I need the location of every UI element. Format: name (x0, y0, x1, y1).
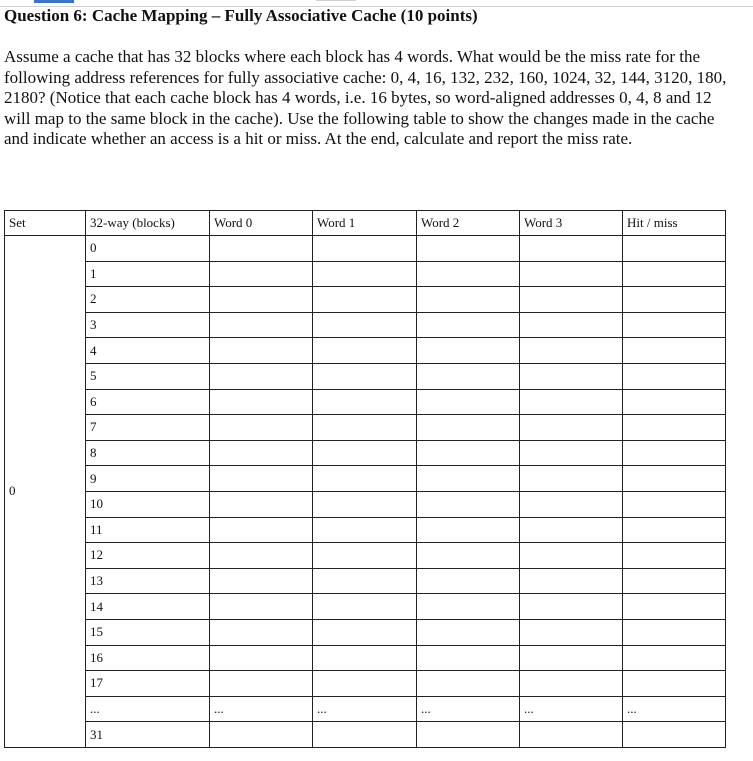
word-1-cell[interactable] (313, 594, 417, 620)
word-1-cell[interactable] (313, 440, 417, 466)
block-index-cell: 6 (86, 389, 210, 415)
word-2-cell[interactable] (417, 363, 520, 389)
word-1-cell[interactable]: ... (313, 696, 417, 722)
word-0-cell[interactable] (210, 415, 313, 441)
hit-miss-cell[interactable] (623, 415, 726, 441)
header-word-1: Word 1 (313, 211, 417, 236)
word-2-cell[interactable] (417, 491, 520, 517)
word-1-cell[interactable] (313, 517, 417, 543)
hit-miss-cell[interactable] (623, 338, 726, 364)
hit-miss-cell[interactable] (623, 645, 726, 671)
block-index-cell: 7 (86, 415, 210, 441)
table-row (5, 440, 726, 466)
word-1-cell[interactable] (313, 287, 417, 313)
word-1-cell[interactable] (313, 543, 417, 569)
word-1-cell[interactable] (313, 466, 417, 492)
block-index-cell: 8 (86, 440, 210, 466)
word-1-cell[interactable] (313, 338, 417, 364)
word-3-cell[interactable] (520, 338, 623, 364)
block-index-cell: 16 (86, 645, 210, 671)
word-0-cell[interactable]: ... (210, 696, 313, 722)
block-index-cell: ... (86, 696, 210, 722)
word-2-cell[interactable] (417, 312, 520, 338)
word-3-cell[interactable] (520, 491, 623, 517)
word-0-cell[interactable] (210, 287, 313, 313)
word-1-cell[interactable] (313, 619, 417, 645)
hit-miss-cell[interactable] (623, 491, 726, 517)
table-row (5, 261, 726, 287)
word-3-cell[interactable] (520, 543, 623, 569)
header-set: Set (5, 211, 86, 236)
word-1-cell[interactable] (313, 568, 417, 594)
table-row (5, 645, 726, 671)
word-0-cell[interactable] (210, 568, 313, 594)
word-3-cell[interactable] (520, 287, 623, 313)
header-ways: 32-way (blocks) (86, 211, 210, 236)
word-3-cell[interactable] (520, 619, 623, 645)
word-3-cell[interactable] (520, 645, 623, 671)
question-prompt: Assume a cache that has 32 blocks where each block has 4 words. What would be the miss rate for the following address references for fully associative cache: 0, 4, 16, 132, 232, 160, 1024, 32, 144, 3120, 180, 2180? (Notice that each cache block has 4 words, i.e. 16 bytes, so word-aligned addresses 0, 4, 8 and 12 will map to the same block in the cache). Use the following table to show the changes made in the cache and indicate whether an access is a hit or miss. At the end, calculate and report the miss rate. (4, 47, 727, 149)
word-2-cell[interactable] (417, 389, 520, 415)
word-0-cell[interactable] (210, 466, 313, 492)
word-0-cell[interactable] (210, 363, 313, 389)
table-row (5, 287, 726, 313)
table-row (5, 517, 726, 543)
hit-miss-cell[interactable]: ... (623, 696, 726, 722)
block-index-cell: 17 (86, 671, 210, 697)
word-0-cell[interactable] (210, 261, 313, 287)
word-0-cell[interactable] (210, 491, 313, 517)
hit-miss-cell[interactable] (623, 619, 726, 645)
question-title: Question 6: Cache Mapping – Fully Associative Cache (10 points) (4, 6, 478, 25)
word-3-cell[interactable] (520, 568, 623, 594)
table-row (5, 543, 726, 569)
header-word-0: Word 0 (210, 211, 313, 236)
block-index-cell: 1 (86, 261, 210, 287)
hit-miss-cell[interactable] (623, 236, 726, 262)
hit-miss-cell[interactable] (623, 287, 726, 313)
word-2-cell[interactable] (417, 415, 520, 441)
word-3-cell[interactable]: ... (520, 696, 623, 722)
table-body (5, 211, 726, 748)
word-0-cell[interactable] (210, 312, 313, 338)
table-row (5, 415, 726, 441)
hit-miss-cell[interactable] (623, 671, 726, 697)
word-1-cell[interactable] (313, 671, 417, 697)
word-2-cell[interactable] (417, 236, 520, 262)
hit-miss-cell[interactable] (623, 389, 726, 415)
table-row (5, 466, 726, 492)
word-3-cell[interactable] (520, 389, 623, 415)
word-2-cell[interactable] (417, 671, 520, 697)
hit-miss-cell[interactable] (623, 261, 726, 287)
block-index-cell: 3 (86, 312, 210, 338)
table-row (5, 696, 726, 722)
header-hit-miss: Hit / miss (623, 211, 726, 236)
word-3-cell[interactable] (520, 312, 623, 338)
table-row (5, 338, 726, 364)
table-row (5, 619, 726, 645)
table-row (5, 389, 726, 415)
table-row (5, 671, 726, 697)
block-index-cell: 2 (86, 287, 210, 313)
word-2-cell[interactable] (417, 440, 520, 466)
table-row (5, 594, 726, 620)
block-index-cell: 13 (86, 568, 210, 594)
table-row (5, 236, 726, 262)
word-3-cell[interactable] (520, 236, 623, 262)
hit-miss-cell[interactable] (623, 466, 726, 492)
top-tab-edge (316, 0, 356, 1)
hit-miss-cell[interactable] (623, 594, 726, 620)
table-row (5, 568, 726, 594)
hit-miss-cell[interactable] (623, 363, 726, 389)
block-index-cell: 9 (86, 466, 210, 492)
table-row (5, 312, 726, 338)
word-0-cell[interactable] (210, 594, 313, 620)
word-3-cell[interactable] (520, 466, 623, 492)
word-2-cell[interactable] (417, 261, 520, 287)
hit-miss-cell[interactable] (623, 722, 726, 748)
block-index-cell: 4 (86, 338, 210, 364)
word-0-cell[interactable] (210, 236, 313, 262)
word-0-cell[interactable] (210, 619, 313, 645)
table-row (5, 722, 726, 748)
word-0-cell[interactable] (210, 671, 313, 697)
word-1-cell[interactable] (313, 312, 417, 338)
hit-miss-cell[interactable] (623, 312, 726, 338)
table-row (5, 491, 726, 517)
word-0-cell[interactable] (210, 543, 313, 569)
hit-miss-cell[interactable] (623, 568, 726, 594)
block-index-cell: 0 (86, 236, 210, 262)
block-index-cell: 11 (86, 517, 210, 543)
cache-table (4, 210, 726, 748)
word-2-cell[interactable] (417, 722, 520, 748)
word-3-cell[interactable] (520, 594, 623, 620)
hit-miss-cell[interactable] (623, 543, 726, 569)
word-1-cell[interactable] (313, 645, 417, 671)
word-2-cell[interactable]: ... (417, 696, 520, 722)
word-2-cell[interactable] (417, 594, 520, 620)
word-3-cell[interactable] (520, 363, 623, 389)
word-1-cell[interactable] (313, 236, 417, 262)
block-index-cell: 10 (86, 491, 210, 517)
header-word-2: Word 2 (417, 211, 520, 236)
word-1-cell[interactable] (313, 363, 417, 389)
block-index-cell: 15 (86, 619, 210, 645)
word-1-cell[interactable] (313, 722, 417, 748)
set-cell: 0 (5, 236, 86, 748)
word-3-cell[interactable] (520, 722, 623, 748)
header-word-3: Word 3 (520, 211, 623, 236)
word-1-cell[interactable] (313, 261, 417, 287)
word-2-cell[interactable] (417, 645, 520, 671)
word-3-cell[interactable] (520, 517, 623, 543)
word-1-cell[interactable] (313, 415, 417, 441)
top-tab-indicator (34, 0, 74, 3)
word-3-cell[interactable] (520, 671, 623, 697)
word-2-cell[interactable] (417, 466, 520, 492)
word-2-cell[interactable] (417, 568, 520, 594)
hit-miss-cell[interactable] (623, 440, 726, 466)
table-row (5, 363, 726, 389)
word-0-cell[interactable] (210, 338, 313, 364)
word-0-cell[interactable] (210, 517, 313, 543)
word-1-cell[interactable] (313, 491, 417, 517)
word-2-cell[interactable] (417, 287, 520, 313)
word-0-cell[interactable] (210, 389, 313, 415)
word-2-cell[interactable] (417, 543, 520, 569)
block-index-cell: 5 (86, 363, 210, 389)
hit-miss-cell[interactable] (623, 517, 726, 543)
word-3-cell[interactable] (520, 415, 623, 441)
word-3-cell[interactable] (520, 440, 623, 466)
word-2-cell[interactable] (417, 338, 520, 364)
word-3-cell[interactable] (520, 261, 623, 287)
table-header-row (5, 211, 726, 236)
word-0-cell[interactable] (210, 722, 313, 748)
block-index-cell: 31 (86, 722, 210, 748)
word-0-cell[interactable] (210, 440, 313, 466)
word-0-cell[interactable] (210, 645, 313, 671)
block-index-cell: 14 (86, 594, 210, 620)
word-2-cell[interactable] (417, 517, 520, 543)
word-2-cell[interactable] (417, 619, 520, 645)
block-index-cell: 12 (86, 543, 210, 569)
word-1-cell[interactable] (313, 389, 417, 415)
